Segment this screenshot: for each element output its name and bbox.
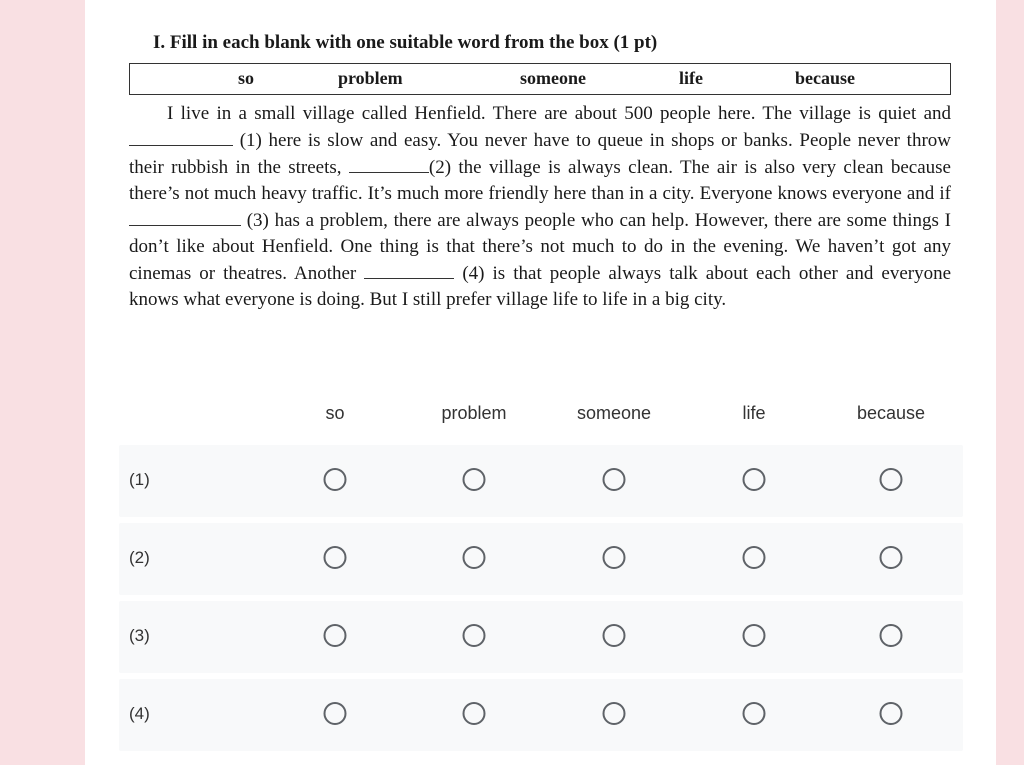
question-image — [129, 28, 951, 313]
radio-4-so[interactable] — [324, 702, 347, 725]
column-header: problem — [441, 403, 507, 423]
word-box-item: so — [238, 68, 255, 88]
row-label: (4) — [129, 704, 150, 723]
word-box-item: someone — [520, 68, 586, 88]
blank-4 — [364, 260, 454, 279]
grid-row — [119, 523, 963, 595]
question-heading: I. Fill in each blank with one suitable word from the box (1 pt) — [153, 32, 658, 53]
radio-1-so[interactable] — [324, 468, 347, 491]
radio-2-because[interactable] — [880, 546, 903, 569]
blank-3 — [129, 207, 241, 226]
radio-2-life[interactable] — [743, 546, 766, 569]
radio-3-someone[interactable] — [603, 624, 626, 647]
radio-2-so[interactable] — [324, 546, 347, 569]
radio-3-so[interactable] — [324, 624, 347, 647]
grid-header — [119, 395, 963, 439]
radio-1-life[interactable] — [743, 468, 766, 491]
radio-1-problem[interactable] — [463, 468, 486, 491]
radio-4-because[interactable] — [880, 702, 903, 725]
blank-2 — [349, 154, 429, 173]
radio-3-because[interactable] — [880, 624, 903, 647]
radio-2-someone[interactable] — [603, 546, 626, 569]
word-box-item: problem — [338, 68, 403, 88]
radio-3-problem[interactable] — [463, 624, 486, 647]
choice-grid — [119, 395, 963, 751]
form-card — [85, 0, 996, 765]
radio-1-because[interactable] — [880, 468, 903, 491]
radio-4-problem[interactable] — [463, 702, 486, 725]
column-header: someone — [576, 403, 652, 423]
radio-3-life[interactable] — [743, 624, 766, 647]
row-label: (3) — [129, 626, 150, 645]
radio-4-someone[interactable] — [603, 702, 626, 725]
column-header: so — [325, 403, 345, 423]
grid-row — [119, 679, 963, 751]
column-header: life — [742, 403, 766, 423]
word-box — [129, 63, 951, 95]
radio-4-life[interactable] — [743, 702, 766, 725]
grid-row — [119, 601, 963, 673]
row-label: (1) — [129, 470, 150, 489]
radio-1-someone[interactable] — [603, 468, 626, 491]
grid-row — [119, 445, 963, 517]
blank-1 — [129, 127, 233, 146]
row-label: (2) — [129, 548, 150, 567]
column-header: because — [856, 403, 926, 423]
reading-passage: I live in a small village called Henfield. There are about 500 people here. The village is quiet and (1) here is slow and easy. You never have to queue in shops or banks. People never throw their rubbish in the streets, (2) the village is always clean. The air is also very clean because there’s not much heavy traffic. It’s much more friendly here than in a city. Everyone knows everyone and if (3) has a problem, there are always people who can help. However, there are some things I don’t like about Henfield. One thing is that there’s not much to do in the evening. We haven’t got any cinemas or theatres. Another (4) is that people always talk about each other and everyone knows what everyone is doing. But I still prefer village life to life in a big city. — [129, 103, 952, 310]
word-box-item: life — [679, 68, 703, 88]
radio-2-problem[interactable] — [463, 546, 486, 569]
word-box-item: because — [795, 68, 855, 88]
